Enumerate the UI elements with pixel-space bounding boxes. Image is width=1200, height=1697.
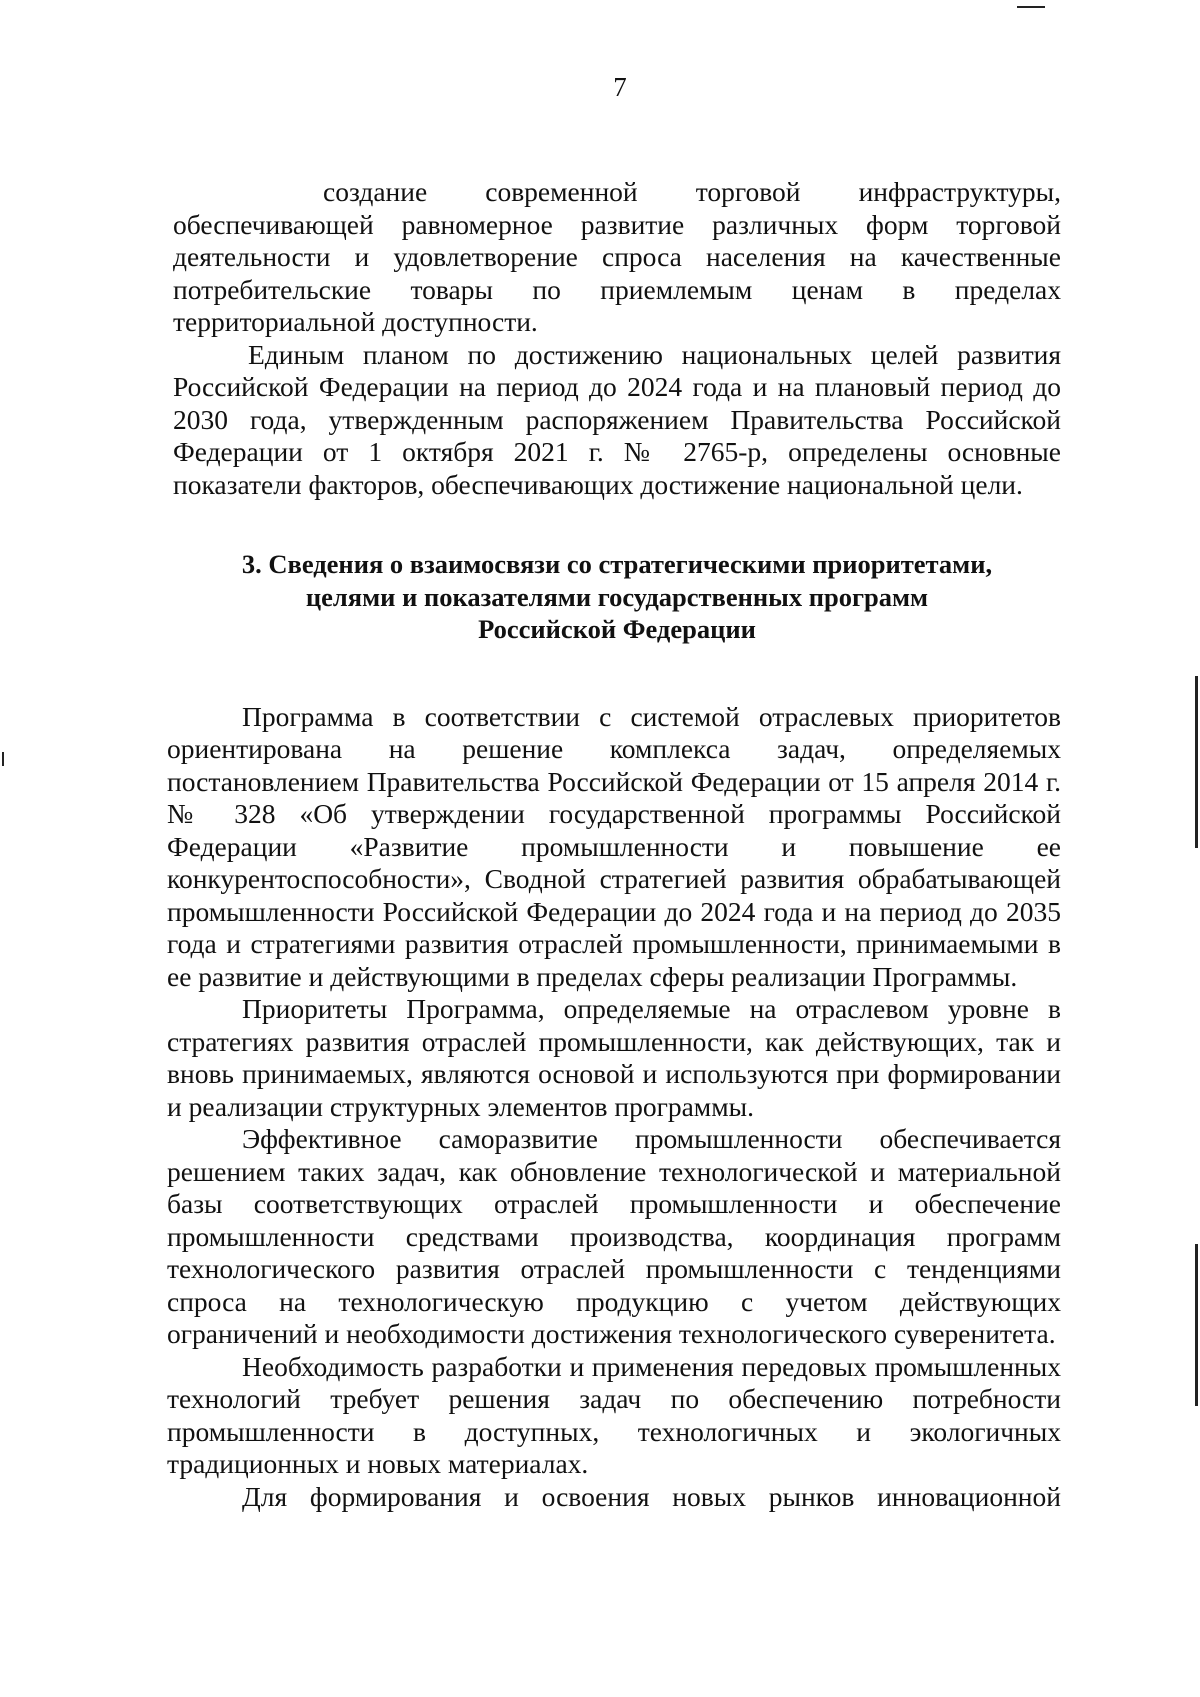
intro-paragraph-1-rest: обеспечивающей равномерное развитие различных форм торговой деятельности и удовлетворение спроса населения на качественные потребительские товары по приемлемым ценам в пределах территориальной доступности. [173,208,1061,337]
intro-paragraph-1-line-1: создание современной торговой инфраструктуры, [323,176,1061,207]
section-3-heading-line-3: Российской Федерации [478,614,756,644]
document-body [167,176,1061,1513]
section-3-paragraph-1: Программа в соответствии с системой отраслевых приоритетов ориентирована на решение комплекса задач, определяемых постановлением Правительства Российской Федерации от 15 апреля 2014 г. № 328 «Об утверждении государственной программы Российской Федерации «Развитие промышленности и повышение ее конкурентоспособности», Сводной стратегией развития обрабатывающей промышленности Российской Федерации до 2024 года и на период до 2035 года и стратегиями развития отраслей промышленности, принимаемыми в ее развитие и действующими в пределах сферы реализации Программы. [167,700,1061,992]
section-3-paragraph-3: Эффективное саморазвитие промышленности обеспечивается решением таких задач, как обновление технологической и материальной базы соответствующих отраслей промышленности и обеспечение промышленности средствами производства, координация программ технологического развития отраслей промышленности с тенденциями спроса на технологическую продукцию с учетом действующих ограничений и необходимости достижения технологического суверенитета. [167,1123,1061,1349]
section-3-body [167,701,1061,1514]
scan-mark-left-1 [2,752,4,766]
intro-paragraph-1 [173,176,1061,339]
scan-mark-right-1 [1195,676,1198,848]
page-number: 7 [613,72,627,102]
section-3-heading [173,548,1061,646]
section-3-paragraph-4: Необходимость разработки и применения передовых промышленных технологий требует решения задач по обеспечению потребности промышленности в доступных, технологичных и экологичных традиционных и новых материалах. [167,1350,1061,1479]
intro-paragraph-2: Единым планом по достижению национальных целей развития Российской Федерации на период до 2024 года и на плановый период до 2030 года, утвержденным распоряжением Правительства Российской Федерации от 1 октября 2021 г. № 2765-р, определены основные показатели факторов, обеспечивающих достижение национальной цели. [173,338,1061,500]
section-3-heading-line-1: 3. Сведения о взаимосвязи со стратегическими приоритетами, [241,549,993,579]
scan-mark-top-right [1017,6,1045,8]
section-3-paragraph-5: Для формирования и освоения новых рынков инновационной [242,1480,1061,1512]
section-3-heading-line-2: целями и показателями государственных программ [305,581,929,612]
scan-mark-right-2 [1195,1244,1198,1406]
section-3-paragraph-2: Приоритеты Программа, определяемые на отраслевом уровне в стратегиях развития отраслей промышленности, как действующих, так и вновь принимаемых, являются основой и используются при формировании и реализации структурных элементов программы. [167,993,1061,1122]
